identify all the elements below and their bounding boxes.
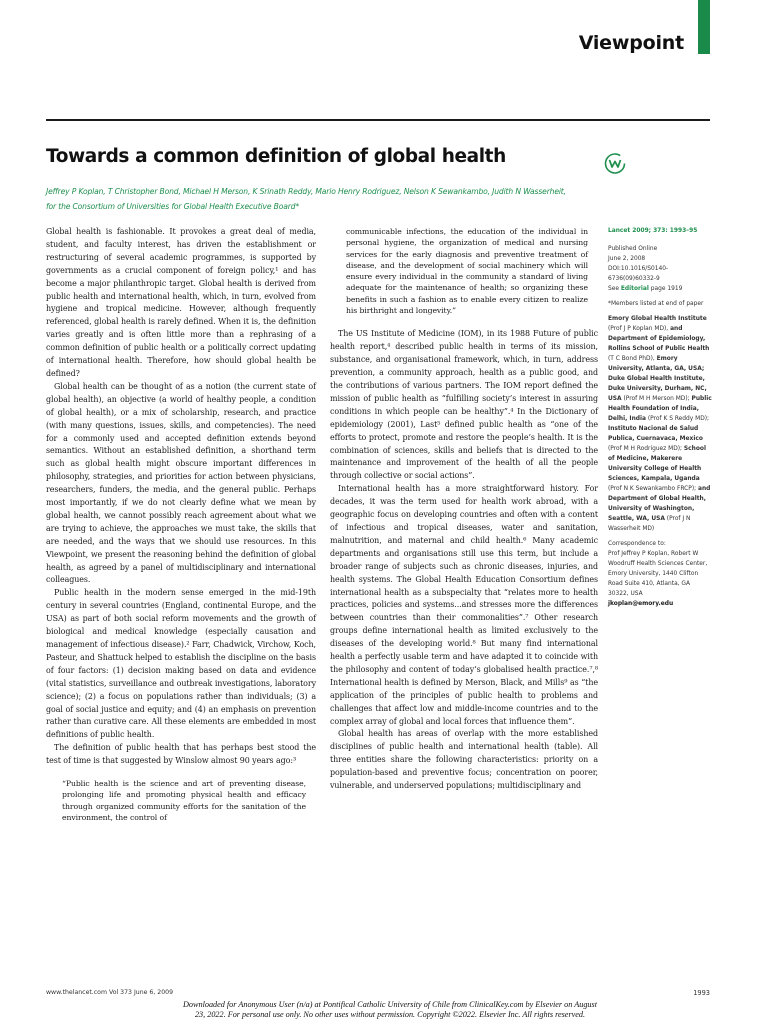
paragraph: The US Institute of Medicine (IOM), in its 1988 Future of public health report,⁴ described public health in terms of its mission, substance, and organisational framework, which, in turn, address prevention, a community approach, health as a public good, and the contributions of various partners. The IOM report defined the mission of public health as “fulfilling society’s interest in assuring conditions in which people can be healthy”.⁴ In the Dictionary of epidemiology (2001), Last⁵ defined public health as “one of the efforts to protect, promote and restore the people’s health. It is the combination of sciences, skills and beliefs that is directed to the maintenance and improvement of the health of all the people through collective or social actions”. [330, 329, 598, 481]
header-rule [46, 119, 710, 121]
page-number: 1993 [693, 989, 710, 997]
block-quote-continued: communicable infections, the education of the individual in personal hygiene, the organization of medical and nursing services for the early diagnosis and preventive treatment of disease, and the development of social machinery which will ensure every individual in the community a standard of living adequate for the maintenance of health; so organizing these benefits in such a fashion as to enable every citizen to realize his birthright and longevity.” [346, 227, 588, 316]
see-suffix: page 1919 [648, 286, 683, 292]
w-circle-icon [603, 151, 627, 175]
affiliations [608, 314, 712, 534]
body-column-2 [330, 226, 598, 793]
affiliation-person: (Prof M H Rodriguez MD); [608, 446, 684, 452]
paragraph: Public health in the modern sense emerged in the mid-19th century in several countries (England, continental Europe, and the USA) as part of both social reform movements and the growth of biological and medical knowledge (especially causation and management of infectious disease).² Farr, Chadwick, Virchow, Koch, Pasteur, and Shattuck helped to establish the discipline on the basis of four factors: (1) decision making based on data and evidence (vital statistics, surveillance and outbreak investigations, laboratory science); (2) a focus on populations rather than individuals; (3) a goal of social justice and equity; and (4) an emphasis on prevention rather than curative care. All these elements are embedded in most definitions of public health. [46, 588, 316, 740]
affiliation-name: Emory University, Atlanta, GA, USA; Duke Global Health Institute, Duke University, Durham, NC, USA [608, 356, 707, 402]
correspondence-address: Prof Jeffrey P Koplan, Robert W Woodruff Health Sciences Center, Emory University, 1440 Clifton Road Suite 410, Atlanta, GA 30322, USA [608, 551, 708, 597]
paragraph: The definition of public health that has perhaps best stood the test of time is that suggested by Winslow almost 90 years ago:³ [46, 743, 316, 766]
paragraph: Global health has areas of overlap with the more established disciplines of public health and international health (table). All three entities share the following characteristics: priority on a population-based and preventive focus; concentration on poorer, vulnerable, and underserved populations; multidisciplinary and [330, 729, 598, 791]
section-color-tab [698, 0, 710, 54]
paragraph: Global health is fashionable. It provokes a great deal of media, student, and faculty interest, has driven the establishment or restructuring of several academic programmes, is supported by governments as a crucial component of foreign policy,¹ and has become a major philanthropic target. Global health is derived from public health and international health, which, in turn, evolved from hygiene and tropical medicine. However, although frequently referenced, global health is rarely defined. When it is, the definition varies greatly and is often little more than a rephrasing of a common definition of public health or a politically correct updating of international health. Therefore, how should global health be defined? [46, 227, 316, 378]
correspondence-email[interactable]: jkoplan@emory.edu [608, 601, 674, 607]
section-label: Viewpoint [578, 32, 684, 54]
see-prefix: See [608, 286, 621, 292]
author-line: Jeffrey P Koplan, T Christopher Bond, Michael H Merson, K Srinath Reddy, Mario Henry Rodriguez, Nelson K Sewankambo, Judith N Wasserheit, [46, 187, 566, 196]
affiliation-name: and Department of Global Health, University of Washington, Seattle, WA, USA [608, 486, 711, 522]
affiliation-name: and Department of Epidemiology, Rollins School of Public Health [608, 326, 710, 352]
correspondence-label: Correspondence to: [608, 541, 666, 547]
published-date: June 2, 2008 [608, 256, 646, 262]
author-line: for the Consortium of Universities for Global Health Executive Board* [46, 202, 299, 211]
body-column-1 [46, 226, 316, 833]
affiliation [608, 446, 706, 492]
correspondence [608, 539, 712, 609]
affiliation [608, 486, 710, 532]
download-watermark [140, 1000, 640, 1020]
affiliation-person: (Prof J P Koplan MD), [608, 326, 671, 332]
members-note: *Members listed at end of paper [608, 301, 704, 307]
affiliation-name: School of Medicine, Makerere University College of Health Sciences, Kampala, Uganda [608, 446, 706, 482]
paragraph: Global health can be thought of as a notion (the current state of global health), an objective (a world of healthy people, a condition of global health), or a mix of scholarship, research, and practice (with many questions, issues, skills, and competencies). The need for a commonly used and accepted definition extends beyond semantics. Without an established definition, a shorthand term such as global health might obscure important differences in philosophy, strategies, and priorities for action between physicians, researchers, funders, the media, and the general public. Perhaps most importantly, if we do not clearly define what we mean by global health, we cannot possibly reach agreement about what we are trying to achieve, the approaches we must take, the skills that are needed, and the ways that we should use resources. In this Viewpoint, we present the reasoning behind the definition of global health, as agreed by a panel of multidisciplinary and international colleagues. [46, 381, 316, 585]
affiliation-person: (Prof N K Sewankambo FRCP); [608, 486, 699, 492]
affiliation-name: Instituto Nacional de Salud Publica, Cuernavaca, Mexico [608, 426, 703, 442]
affiliation [608, 316, 707, 332]
editorial-link[interactable]: Editorial [620, 286, 649, 292]
article-title: Towards a common definition of global health [46, 146, 506, 167]
paragraph: International health has a more straightforward history. For decades, it was the term used for health work abroad, with a geographic focus on developing countries and often with a content of infectious and tropical diseases, water and sanitation, malnutrition, and maternal and child health.⁶ Many academic departments and organisations still use this term, but include a broader range of subjects such as chronic diseases, injuries, and health systems. The Global Health Education Consortium defines international health as a subspecialty that “relates more to health practices, policies and systems...and stresses more the differences between countries than their commonalities”.⁷ Other research groups define international health as limited exclusively to the diseases of the developing world.⁸ But many find international health a perfectly usable term and have adapted it to coincide with the philosophy and content of today’s globalised health practice.⁷,⁸ International health is defined by Merson, Black, and Mills⁹ as “the application of the principles of public health to problems and challenges that affect low and middle-income countries and to the complex array of global and local forces that influence them”. [330, 484, 598, 726]
doi: DOI:10.1016/S0140-6736(09)60332-9 [608, 266, 669, 282]
citation: Lancet 2009; 373: 1993–95 [608, 228, 698, 234]
affiliation-person: (Prof J N Wasserheit MD) [608, 516, 691, 532]
article-sidebar [608, 226, 712, 614]
download-line: 23, 2022. For personal use only. No other uses without permission. Copyright ©2022. Elsevier Inc. All rights reserved. [194, 1010, 586, 1019]
affiliation-person: (Prof M H Merson MD); [621, 396, 692, 402]
author-list [46, 184, 606, 214]
journal-footer: www.thelancet.com Vol 373 June 6, 2009 [46, 989, 174, 996]
affiliation-name: Public Health Foundation of India, Delhi, India [608, 396, 712, 422]
published-label: Published Online [608, 246, 658, 252]
download-line: Downloaded for Anonymous User (n/a) at Pontifical Catholic University of Chile from ClinicalKey.com by Elsevier on August [183, 1000, 597, 1009]
see-also [608, 284, 712, 294]
block-quote: “Public health is the science and art of preventing disease, prolonging life and promoting physical health and efficacy through organized community efforts for the sanitation of the environment, the control of [62, 779, 306, 822]
affiliation-person: (T C Bond PhD), [608, 356, 657, 362]
affiliation-name: Emory Global Health Institute [608, 316, 707, 322]
publication-info [608, 244, 712, 294]
affiliation-person: (Prof K S Reddy MD); [646, 416, 710, 422]
